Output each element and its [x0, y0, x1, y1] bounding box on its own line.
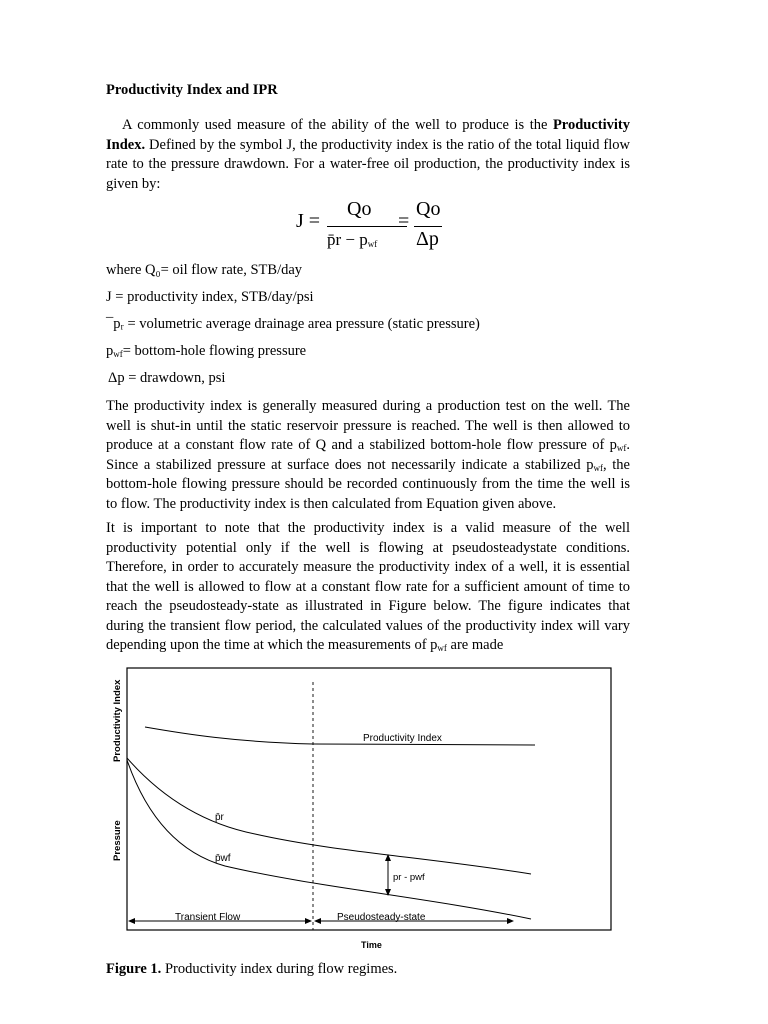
- definition-pwf: $p_{wf}=$ bottom-hole flowing pressure: [106, 343, 307, 359]
- measurement-paragraph: The productivity index is generally measured during a production test on the well. The well is shut-in until the static reservoir pressure is reached. The well is then allowed to produce at a constant flow rate of Q and a stabilized bottom-hole flow pressure of $p_{wf}$. Since a stabilized pressure at surface does not necessarily indicate a stabilized $p_{wf}$, the bottom-hole flowing pressure should be recorded continuously from the time the well is to flow. The productivity index is then calculated from Equation given above.: [106, 398, 630, 512]
- plot-frame: [127, 668, 611, 930]
- drawdown-label: pr - pwf: [393, 872, 425, 883]
- page-heading: Productivity Index and IPR: [106, 82, 278, 98]
- flow-regime-diagram: [105, 662, 625, 954]
- ylabel-pressure: Pressure: [112, 820, 123, 861]
- pr-label: p̄r: [215, 812, 224, 823]
- definition-j: J = productivity index, STB/day/psi: [106, 289, 314, 305]
- formula-numerator: Qo: [347, 198, 372, 220]
- pwf-label: p̄wf: [215, 853, 231, 864]
- formula-fraction-bar: [327, 226, 407, 227]
- transient-arrow-right: [305, 918, 312, 924]
- definition-pr: ¯pᵣ = volumetric average drainage area pressure (static pressure): [106, 316, 480, 332]
- formula-numerator-2: Qo: [416, 198, 441, 220]
- pseudosteady-arrow-left: [314, 918, 321, 924]
- definition-q: where Q₀= oil flow rate, STB/day: [106, 262, 303, 278]
- pseudosteady-paragraph: It is important to note that the productivity index is a valid measure of the well productivity potential only if the well is flowing at pseudosteadystate conditions. Therefore, in order to accurately measure the productivity index of a well, it is essential that the well is allowed to flow at a constant flow rate for a sufficient amount of time to reach the pseudosteady-state as illustrated in Figure below. The figure indicates that during the transient flow period, the calculated values of the productivity index will vary depending upon the time at which the measurements of $p_{wf}$ are made: [106, 520, 630, 653]
- intro-text-2: Defined by the symbol J, the productivity index is the ratio of the total liquid flow rate to the pressure drawdown. For a water-free oil production, the productivity index is given by:: [106, 136, 630, 192]
- productivity-index-formula: [290, 198, 450, 256]
- ylabel-productivity-index: Productivity Index: [112, 679, 123, 762]
- flow-regime-figure: [105, 662, 625, 959]
- formula-equals: =: [398, 210, 410, 232]
- formula-denominator: p̄r − $p_{wf}$: [327, 230, 378, 249]
- definition-dp: Δp = drawdown, psi: [108, 370, 226, 386]
- productivity-index-curve: [145, 727, 535, 745]
- intro-paragraph: [106, 116, 630, 194]
- formula-lhs: J =: [296, 210, 321, 232]
- figure-caption: Figure 1. Productivity index during flow regimes.: [106, 961, 398, 977]
- intro-text-1: A commonly used measure of the ability of the well to produce is the: [122, 117, 553, 133]
- transient-label: Transient Flow: [175, 912, 241, 923]
- formula-denominator-2: Δp: [416, 228, 439, 250]
- transient-arrow-left: [128, 918, 135, 924]
- pseudosteady-arrow-right: [507, 918, 514, 924]
- pr-curve: [127, 758, 531, 874]
- productivity-index-label: Productivity Index: [363, 733, 442, 744]
- pwf-curve: [127, 760, 531, 919]
- formula-fraction-bar-2: [414, 226, 442, 227]
- intro-bold-term: Productivity Index.: [106, 117, 630, 153]
- xlabel-time: Time: [361, 940, 382, 950]
- pseudosteady-label: Pseudosteady-state: [337, 912, 426, 923]
